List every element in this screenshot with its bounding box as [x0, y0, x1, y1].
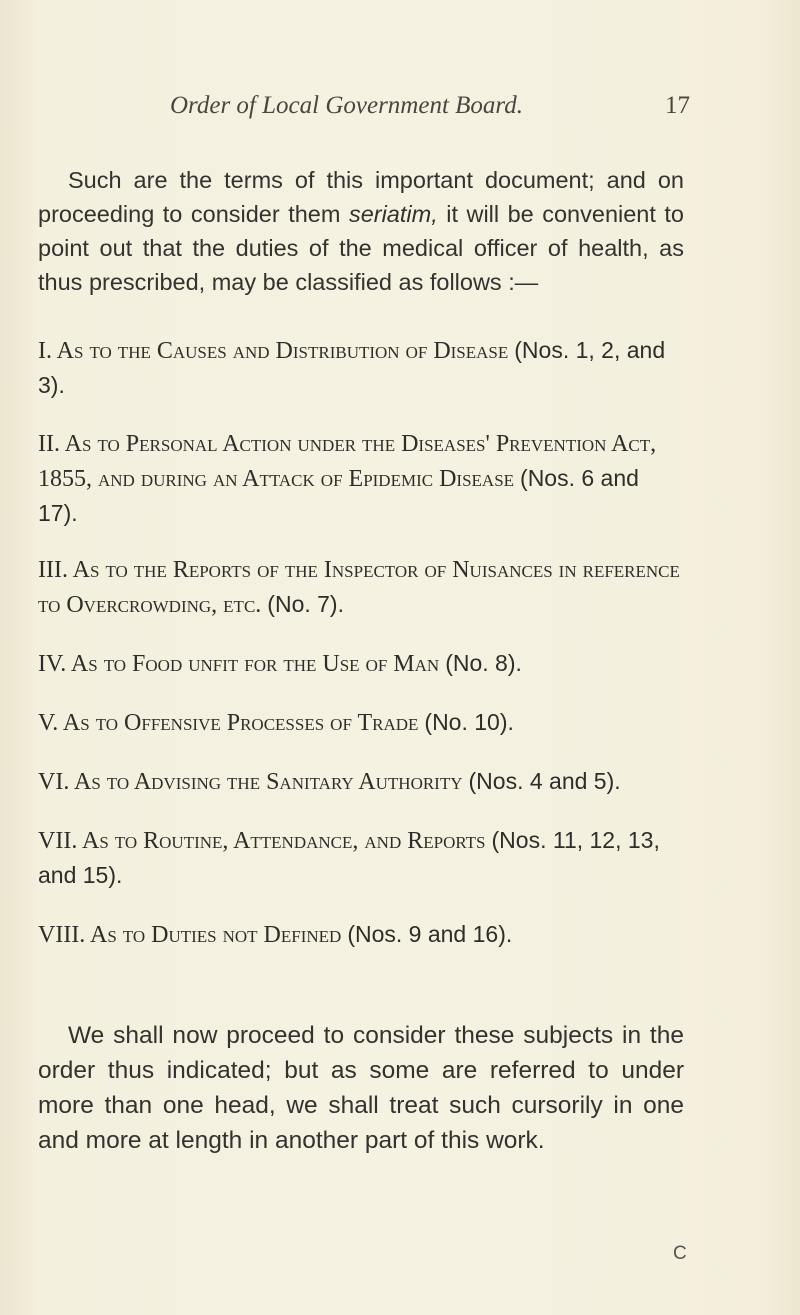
duty-item-1	[38, 333, 684, 403]
duty-heading: VI. As to Advising the Sanitary Authority	[38, 769, 463, 795]
duty-reference: (No. 7).	[267, 591, 344, 617]
duty-heading: VIII. As to Duties not Defined	[38, 922, 342, 948]
duty-reference: (Nos. 11, 12, 13, and 15).	[38, 827, 660, 888]
duty-heading: V. As to Offensive Processes of Trade	[38, 710, 419, 736]
duty-item-5	[38, 705, 684, 740]
duty-reference: (No. 10).	[424, 709, 514, 735]
duties-list	[38, 333, 684, 976]
duty-heading: I. As to the Causes and Distribution of Disease	[38, 338, 509, 364]
closing-paragraph: We shall now proceed to consider these subjects in the order thus indicated; but as some are referred to under more than one head, we shall treat such cursorily in one and more at length in another part of this work.	[38, 1022, 684, 1154]
duty-item-3	[38, 553, 684, 622]
signature-mark: C	[673, 1243, 687, 1264]
duty-item-2	[38, 427, 684, 531]
duty-reference: (Nos. 9 and 16).	[347, 921, 513, 947]
intro-text-end: it will be convenient to point out that the duties of the medical officer of health, as thus prescribed, may be classified as follows :—	[38, 201, 684, 295]
duty-reference: (No. 8).	[445, 650, 522, 676]
running-head-title: Order of Local Government Board.	[170, 92, 523, 119]
duty-reference: (Nos. 4 and 5).	[468, 768, 621, 794]
duty-reference: (Nos. 1, 2, and 3).	[38, 337, 666, 398]
duty-heading: VII. As to Routine, Attendance, and Reports	[38, 828, 486, 854]
duty-item-6	[38, 764, 684, 799]
intro-text-start: Such are the terms of this important document; and on proceeding to consider them	[38, 167, 684, 227]
duty-heading: II. As to Personal Action under the Diseases' Prevention Act, 1855, and during an Attack of Epidemic Disease	[38, 431, 657, 492]
page-number: 17	[665, 92, 690, 119]
intro-paragraph	[38, 163, 684, 299]
duty-heading: III. As to the Reports of the Inspector of Nuisances in reference to Overcrowding, etc.	[38, 557, 680, 618]
duty-item-4	[38, 646, 684, 681]
duty-reference: (Nos. 6 and 17).	[38, 465, 639, 526]
duty-heading: IV. As to Food unfit for the Use of Man	[38, 651, 440, 677]
duty-item-8	[38, 917, 684, 952]
intro-italic-word: seriatim,	[348, 201, 438, 227]
duty-item-7	[38, 823, 684, 893]
